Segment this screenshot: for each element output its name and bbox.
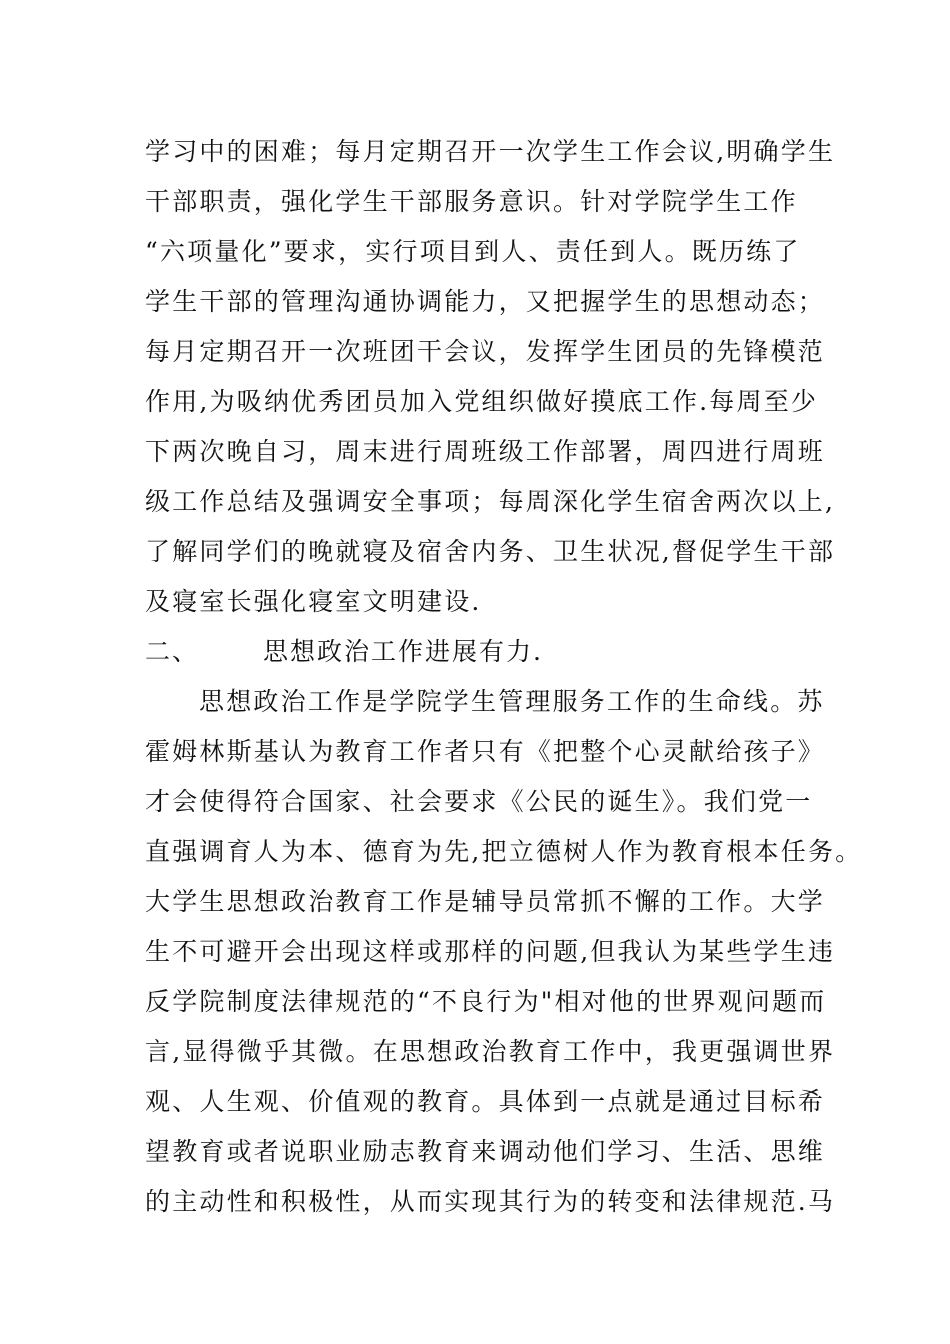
paragraph-line: 的主动性和积极性，从而实现其行为的转变和法律规范.马 — [145, 1187, 836, 1216]
paragraph-line: 望教育或者说职业励志教育来调动他们学习、生活、思维 — [145, 1137, 826, 1166]
paragraph-line: 及寝室长强化寝室文明建设. — [145, 587, 482, 616]
paragraph-line: “六项量化”要求，实行项目到人、责任到人。既历练了 — [145, 237, 801, 266]
paragraph-line: 反学院制度法律规范的“不良行为"相对他的世界观问题而 — [145, 987, 827, 1016]
document-body — [145, 127, 863, 1227]
section-title: 思想政治工作进展有力. — [263, 637, 543, 666]
paragraph-line: 大学生思想政治教育工作是辅导员常抓不懈的工作。大学 — [145, 887, 826, 916]
paragraph-line: 学生干部的管理沟通协调能力，又把握学生的思想动态； — [145, 287, 826, 316]
paragraph-line: 级工作总结及强调安全事项；每周深化学生宿舍两次以上, — [145, 487, 836, 516]
paragraph-line: 才会使得符合国家、社会要求《公民的诞生》。我们党一 — [145, 787, 813, 816]
paragraph-line: 言,显得微乎其微。在思想政治教育工作中，我更强调世界 — [145, 1037, 836, 1066]
paragraph-line: 干部职责，强化学生干部服务意识。针对学院学生工作 — [145, 187, 798, 216]
paragraph-line: 每月定期召开一次班团干会议，发挥学生团员的先锋模范 — [145, 337, 826, 366]
paragraph-line: 下两次晚自习，周末进行周班级工作部署，周四进行周班 — [145, 437, 826, 466]
paragraph-line: 作用,为吸纳优秀团员加入党组织做好摸底工作.每周至少 — [145, 387, 819, 416]
paragraph-line: 生不可避开会出现这样或那样的问题,但我认为某些学生违 — [145, 937, 836, 966]
paragraph-line: 学习中的困难；每月定期召开一次学生工作会议,明确学生 — [145, 137, 836, 166]
paragraph-line: 思想政治工作是学院学生管理服务工作的生命线。苏 — [199, 687, 825, 716]
paragraph-line: 了解同学们的晚就寝及宿舍内务、卫生状况,督促学生干部 — [145, 537, 836, 566]
paragraph-line: 直强调育人为本、德育为先,把立德树人作为教育根本任务。 — [145, 837, 863, 866]
section-number: 二、 — [145, 637, 200, 666]
paragraph-line: 观、人生观、价值观的教育。具体到一点就是通过目标希 — [145, 1087, 826, 1116]
section-heading — [145, 627, 825, 677]
paragraph-line: 霍姆林斯基认为教育工作者只有《把整个心灵献给孩子》 — [145, 737, 826, 766]
